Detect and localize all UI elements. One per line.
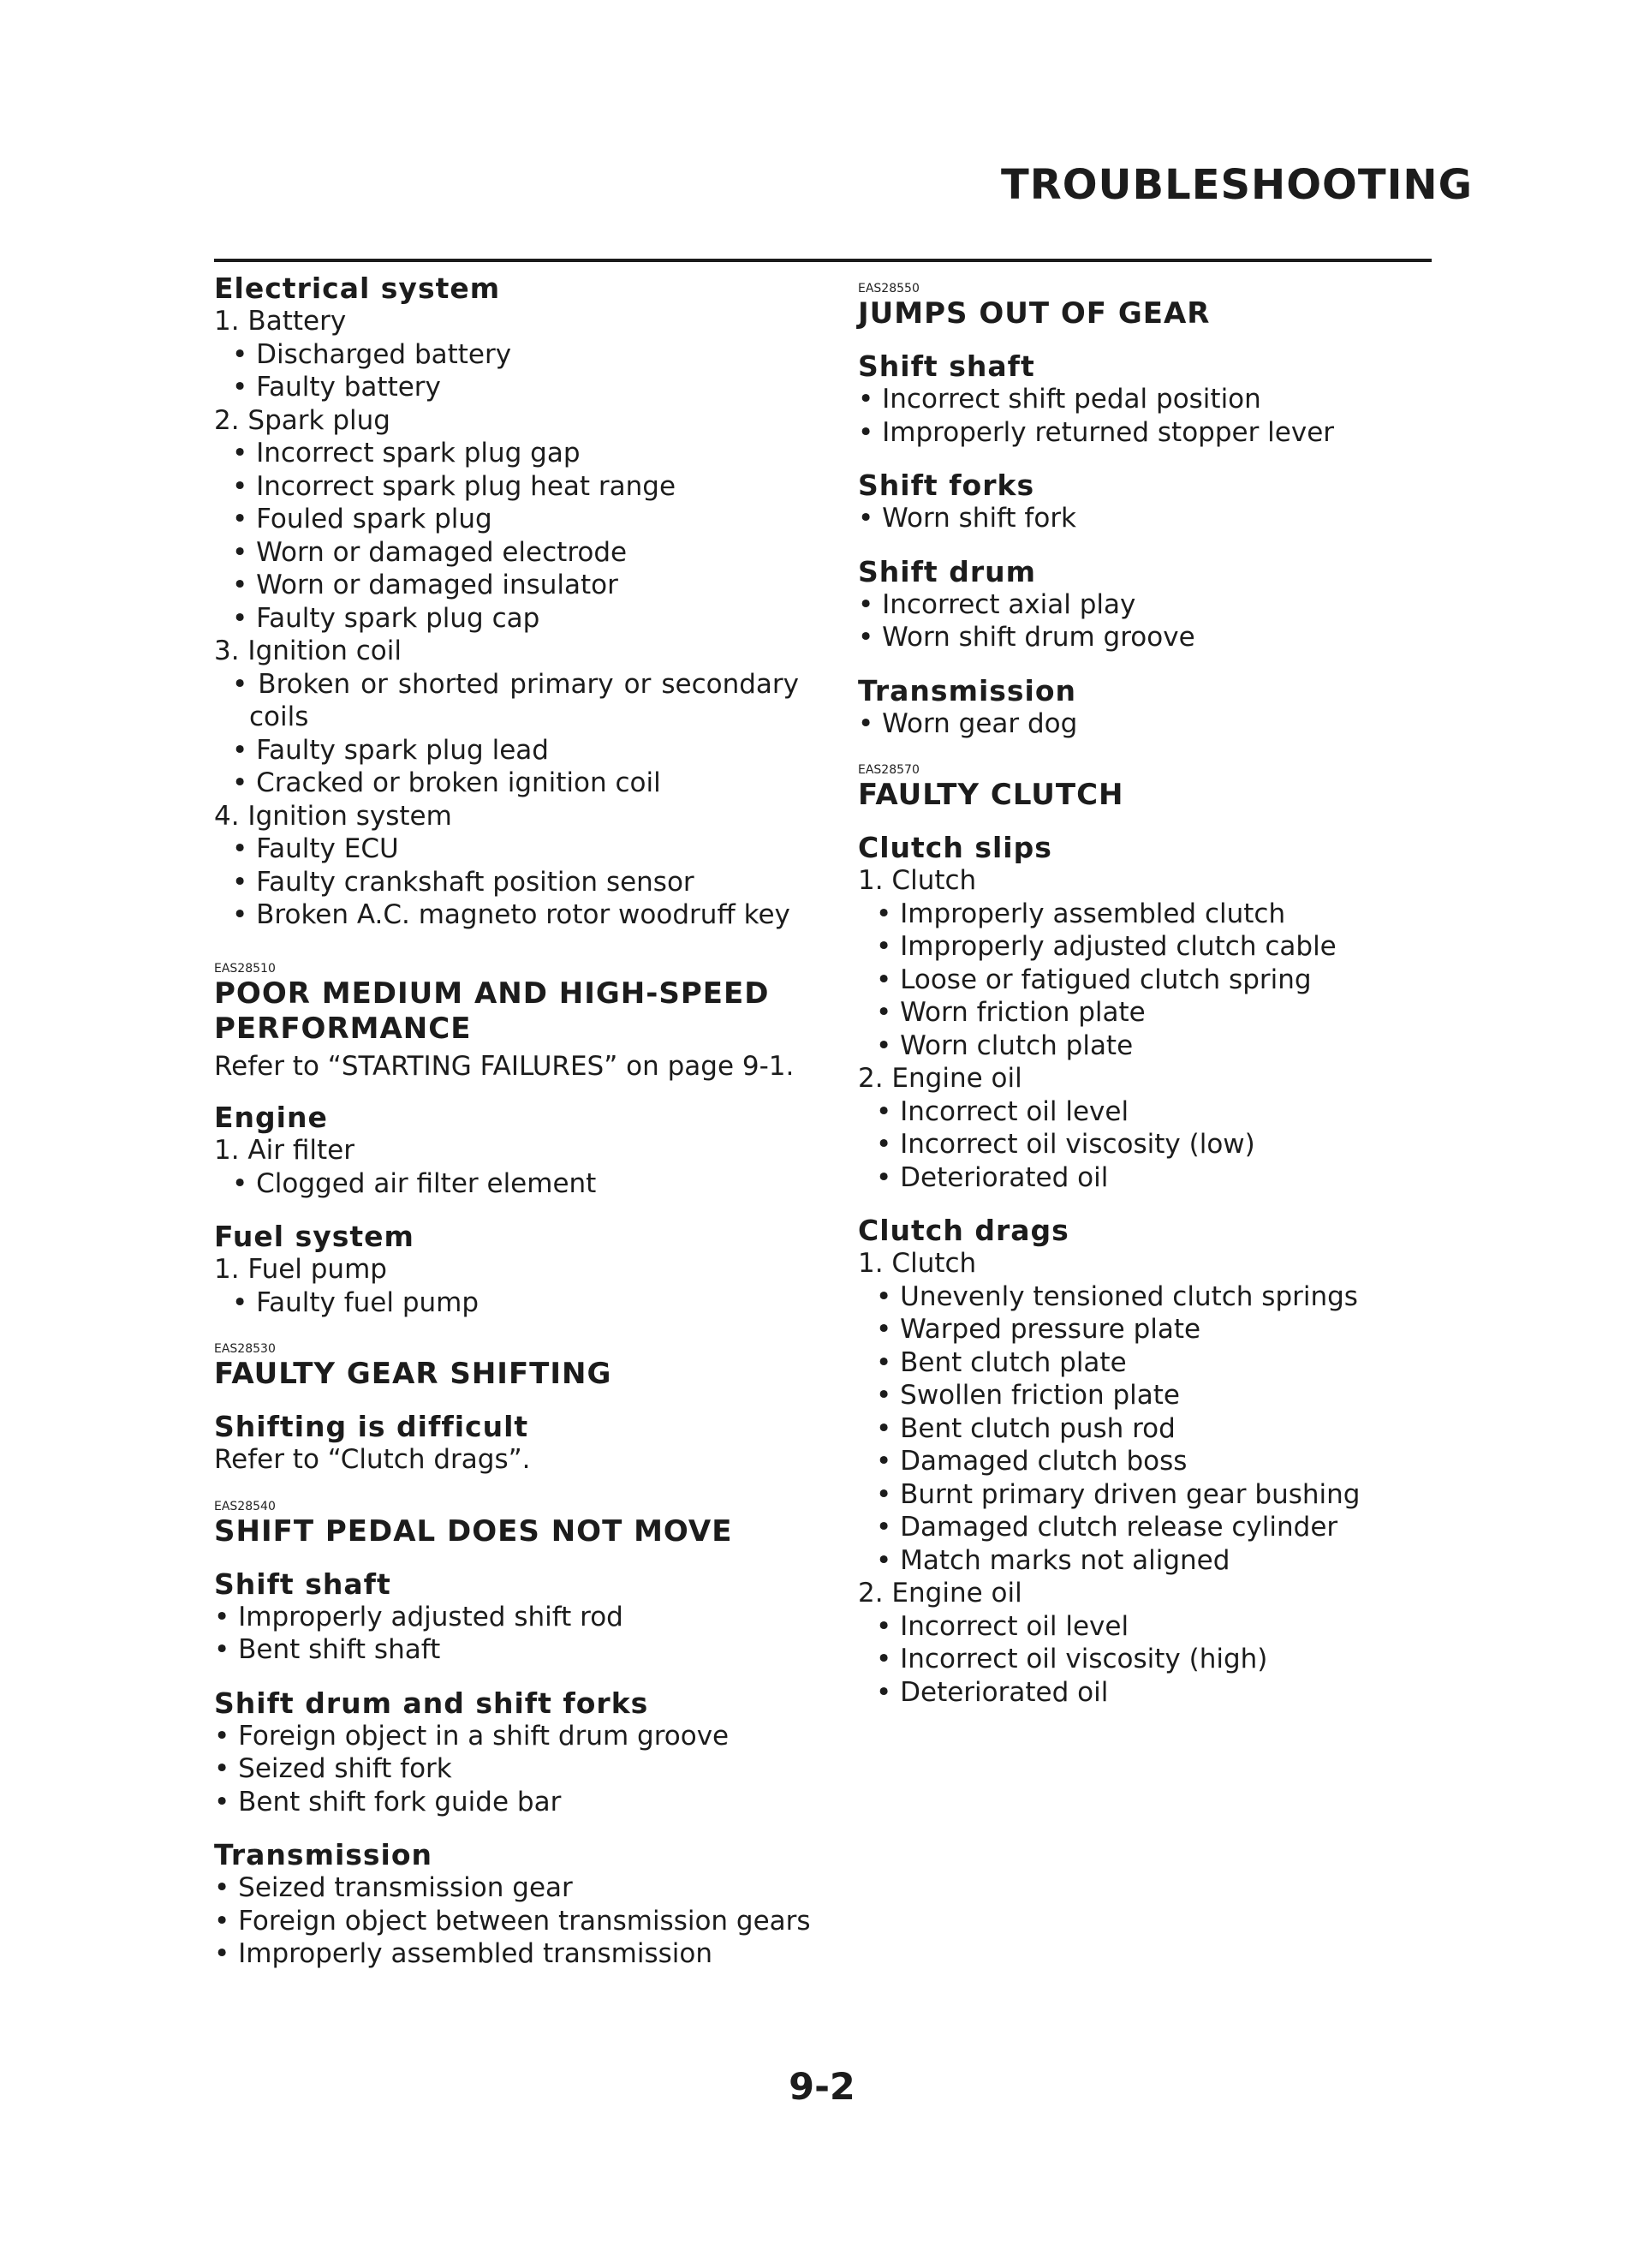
- subsection-heading: Shift shaft: [214, 1567, 391, 1601]
- list-item: • Broken or shorted primary or secondary: [214, 668, 799, 701]
- list-item: 1. Fuel pump: [214, 1254, 387, 1285]
- list-item: • Loose or fatigued clutch spring: [858, 964, 1440, 997]
- list-item: 2. Engine oil: [858, 1063, 1022, 1094]
- list-item: • Bent clutch plate: [858, 1346, 1440, 1380]
- section-code: EAS28530: [214, 1342, 276, 1356]
- list-item: • Worn shift drum groove: [858, 621, 1440, 654]
- left-column: [214, 272, 811, 1971]
- header-rule: [214, 259, 1432, 262]
- subsection-heading: Transmission: [214, 1838, 433, 1871]
- subsection-heading: Clutch slips: [858, 831, 1052, 864]
- fuel-heading: Fuel system: [214, 1220, 414, 1253]
- list-item: • Damaged clutch boss: [858, 1445, 1440, 1478]
- subsection-heading: Shift drum: [858, 554, 1036, 588]
- list-item: • Incorrect axial play: [858, 588, 1440, 622]
- list-item: • Fouled spark plug: [214, 503, 796, 536]
- right-column: [858, 272, 1440, 1709]
- section-heading: [214, 976, 796, 1047]
- list-item: • Incorrect oil level: [858, 1095, 1440, 1129]
- list-item: • Worn or damaged electrode: [214, 536, 796, 570]
- list-item: • Faulty spark plug lead: [214, 734, 796, 767]
- list-item: • Seized transmission gear: [214, 1871, 796, 1905]
- subsection-heading: Shift forks: [858, 469, 1035, 502]
- reference-text: Refer to “STARTING FAILURES” on page 9-1.: [214, 1050, 795, 1082]
- list-item: • Unevenly tensioned clutch springs: [858, 1280, 1440, 1314]
- section-heading: FAULTY CLUTCH: [858, 778, 1124, 812]
- list-item: • Damaged clutch release cylinder: [858, 1511, 1440, 1544]
- list-item: • Worn gear dog: [858, 707, 1440, 741]
- list-item: • Faulty fuel pump: [214, 1286, 796, 1320]
- list-item: 2. Engine oil: [858, 1578, 1022, 1608]
- list-item: • Faulty ECU: [214, 833, 796, 866]
- list-item: • Foreign object between transmission gears: [214, 1905, 796, 1938]
- list-item: • Worn friction plate: [858, 996, 1440, 1030]
- list-item: • Discharged battery: [214, 338, 796, 372]
- list-item: • Cracked or broken ignition coil: [214, 767, 796, 800]
- list-item: • Seized shift fork: [214, 1752, 796, 1786]
- list-item: • Incorrect shift pedal position: [858, 383, 1440, 416]
- list-item: • Incorrect oil viscosity (low): [858, 1128, 1440, 1161]
- section-code: EAS28570: [858, 763, 920, 777]
- list-item: 1. Battery: [214, 306, 347, 337]
- list-item: • Faulty crankshaft position sensor: [214, 866, 796, 899]
- list-item: • Foreign object in a shift drum groove: [214, 1720, 796, 1753]
- electrical-heading: Electrical system: [214, 272, 501, 305]
- section-heading: FAULTY GEAR SHIFTING: [214, 1357, 612, 1391]
- reference-text: Refer to “Clutch drags”.: [214, 1444, 531, 1475]
- section-code: EAS28540: [214, 1499, 276, 1513]
- list-item: 2. Spark plug: [214, 404, 390, 436]
- list-item: • Faulty battery: [214, 371, 796, 404]
- list-item: • Match marks not aligned: [858, 1544, 1440, 1578]
- list-item: • Clogged air filter element: [214, 1167, 796, 1201]
- list-item: • Worn shift fork: [858, 502, 1440, 535]
- list-item: • Broken A.C. magneto rotor woodruff key: [214, 898, 796, 932]
- subsection-heading: Shift shaft: [858, 349, 1035, 383]
- list-item: • Warped pressure plate: [858, 1313, 1440, 1346]
- list-item: • Deteriorated oil: [858, 1161, 1440, 1195]
- list-item-continuation: coils: [249, 701, 309, 732]
- list-item: 1. Clutch: [858, 865, 977, 896]
- engine-heading: Engine: [214, 1101, 328, 1134]
- list-item: 1. Air filter: [214, 1135, 354, 1166]
- section-heading: JUMPS OUT OF GEAR: [858, 296, 1211, 331]
- list-item: • Bent shift shaft: [214, 1633, 796, 1667]
- list-item: • Improperly adjusted clutch cable: [858, 930, 1440, 964]
- list-item: • Incorrect oil viscosity (high): [858, 1643, 1440, 1676]
- list-item: • Bent clutch push rod: [858, 1412, 1440, 1446]
- list-item: 1. Clutch: [858, 1248, 977, 1279]
- section-heading-line: POOR MEDIUM AND HIGH-SPEED: [214, 976, 770, 1011]
- list-item: • Worn or damaged insulator: [214, 569, 796, 602]
- list-item: • Bent shift fork guide bar: [214, 1786, 796, 1819]
- list-item: • Improperly returned stopper lever: [858, 416, 1440, 450]
- list-item: • Faulty spark plug cap: [214, 602, 796, 636]
- section-heading-line: PERFORMANCE: [214, 1011, 472, 1046]
- list-item: • Incorrect spark plug heat range: [214, 470, 796, 504]
- list-item: 3. Ignition coil: [214, 636, 402, 666]
- subsection-heading: Shifting is difficult: [214, 1410, 529, 1443]
- list-item: • Burnt primary driven gear bushing: [858, 1478, 1440, 1512]
- subsection-heading: Clutch drags: [858, 1214, 1069, 1247]
- list-item: • Improperly adjusted shift rod: [214, 1601, 796, 1634]
- subsection-heading: Transmission: [858, 673, 1077, 707]
- list-item: • Swollen friction plate: [858, 1379, 1440, 1412]
- page-title: TROUBLESHOOTING: [1001, 161, 1473, 209]
- list-item: • Improperly assembled transmission: [214, 1937, 796, 1971]
- list-item: • Incorrect oil level: [858, 1610, 1440, 1644]
- section-code: EAS28510: [214, 961, 276, 976]
- section-heading: SHIFT PEDAL DOES NOT MOVE: [214, 1513, 733, 1549]
- subsection-heading: Shift drum and shift forks: [214, 1686, 649, 1720]
- list-item: • Incorrect spark plug gap: [214, 437, 796, 470]
- section-code: EAS28550: [858, 282, 920, 295]
- list-item: • Improperly assembled clutch: [858, 898, 1440, 931]
- page-number: 9-2: [789, 2066, 855, 2109]
- list-item: • Worn clutch plate: [858, 1030, 1440, 1063]
- list-item: • Deteriorated oil: [858, 1676, 1440, 1710]
- list-item: 4. Ignition system: [214, 800, 452, 832]
